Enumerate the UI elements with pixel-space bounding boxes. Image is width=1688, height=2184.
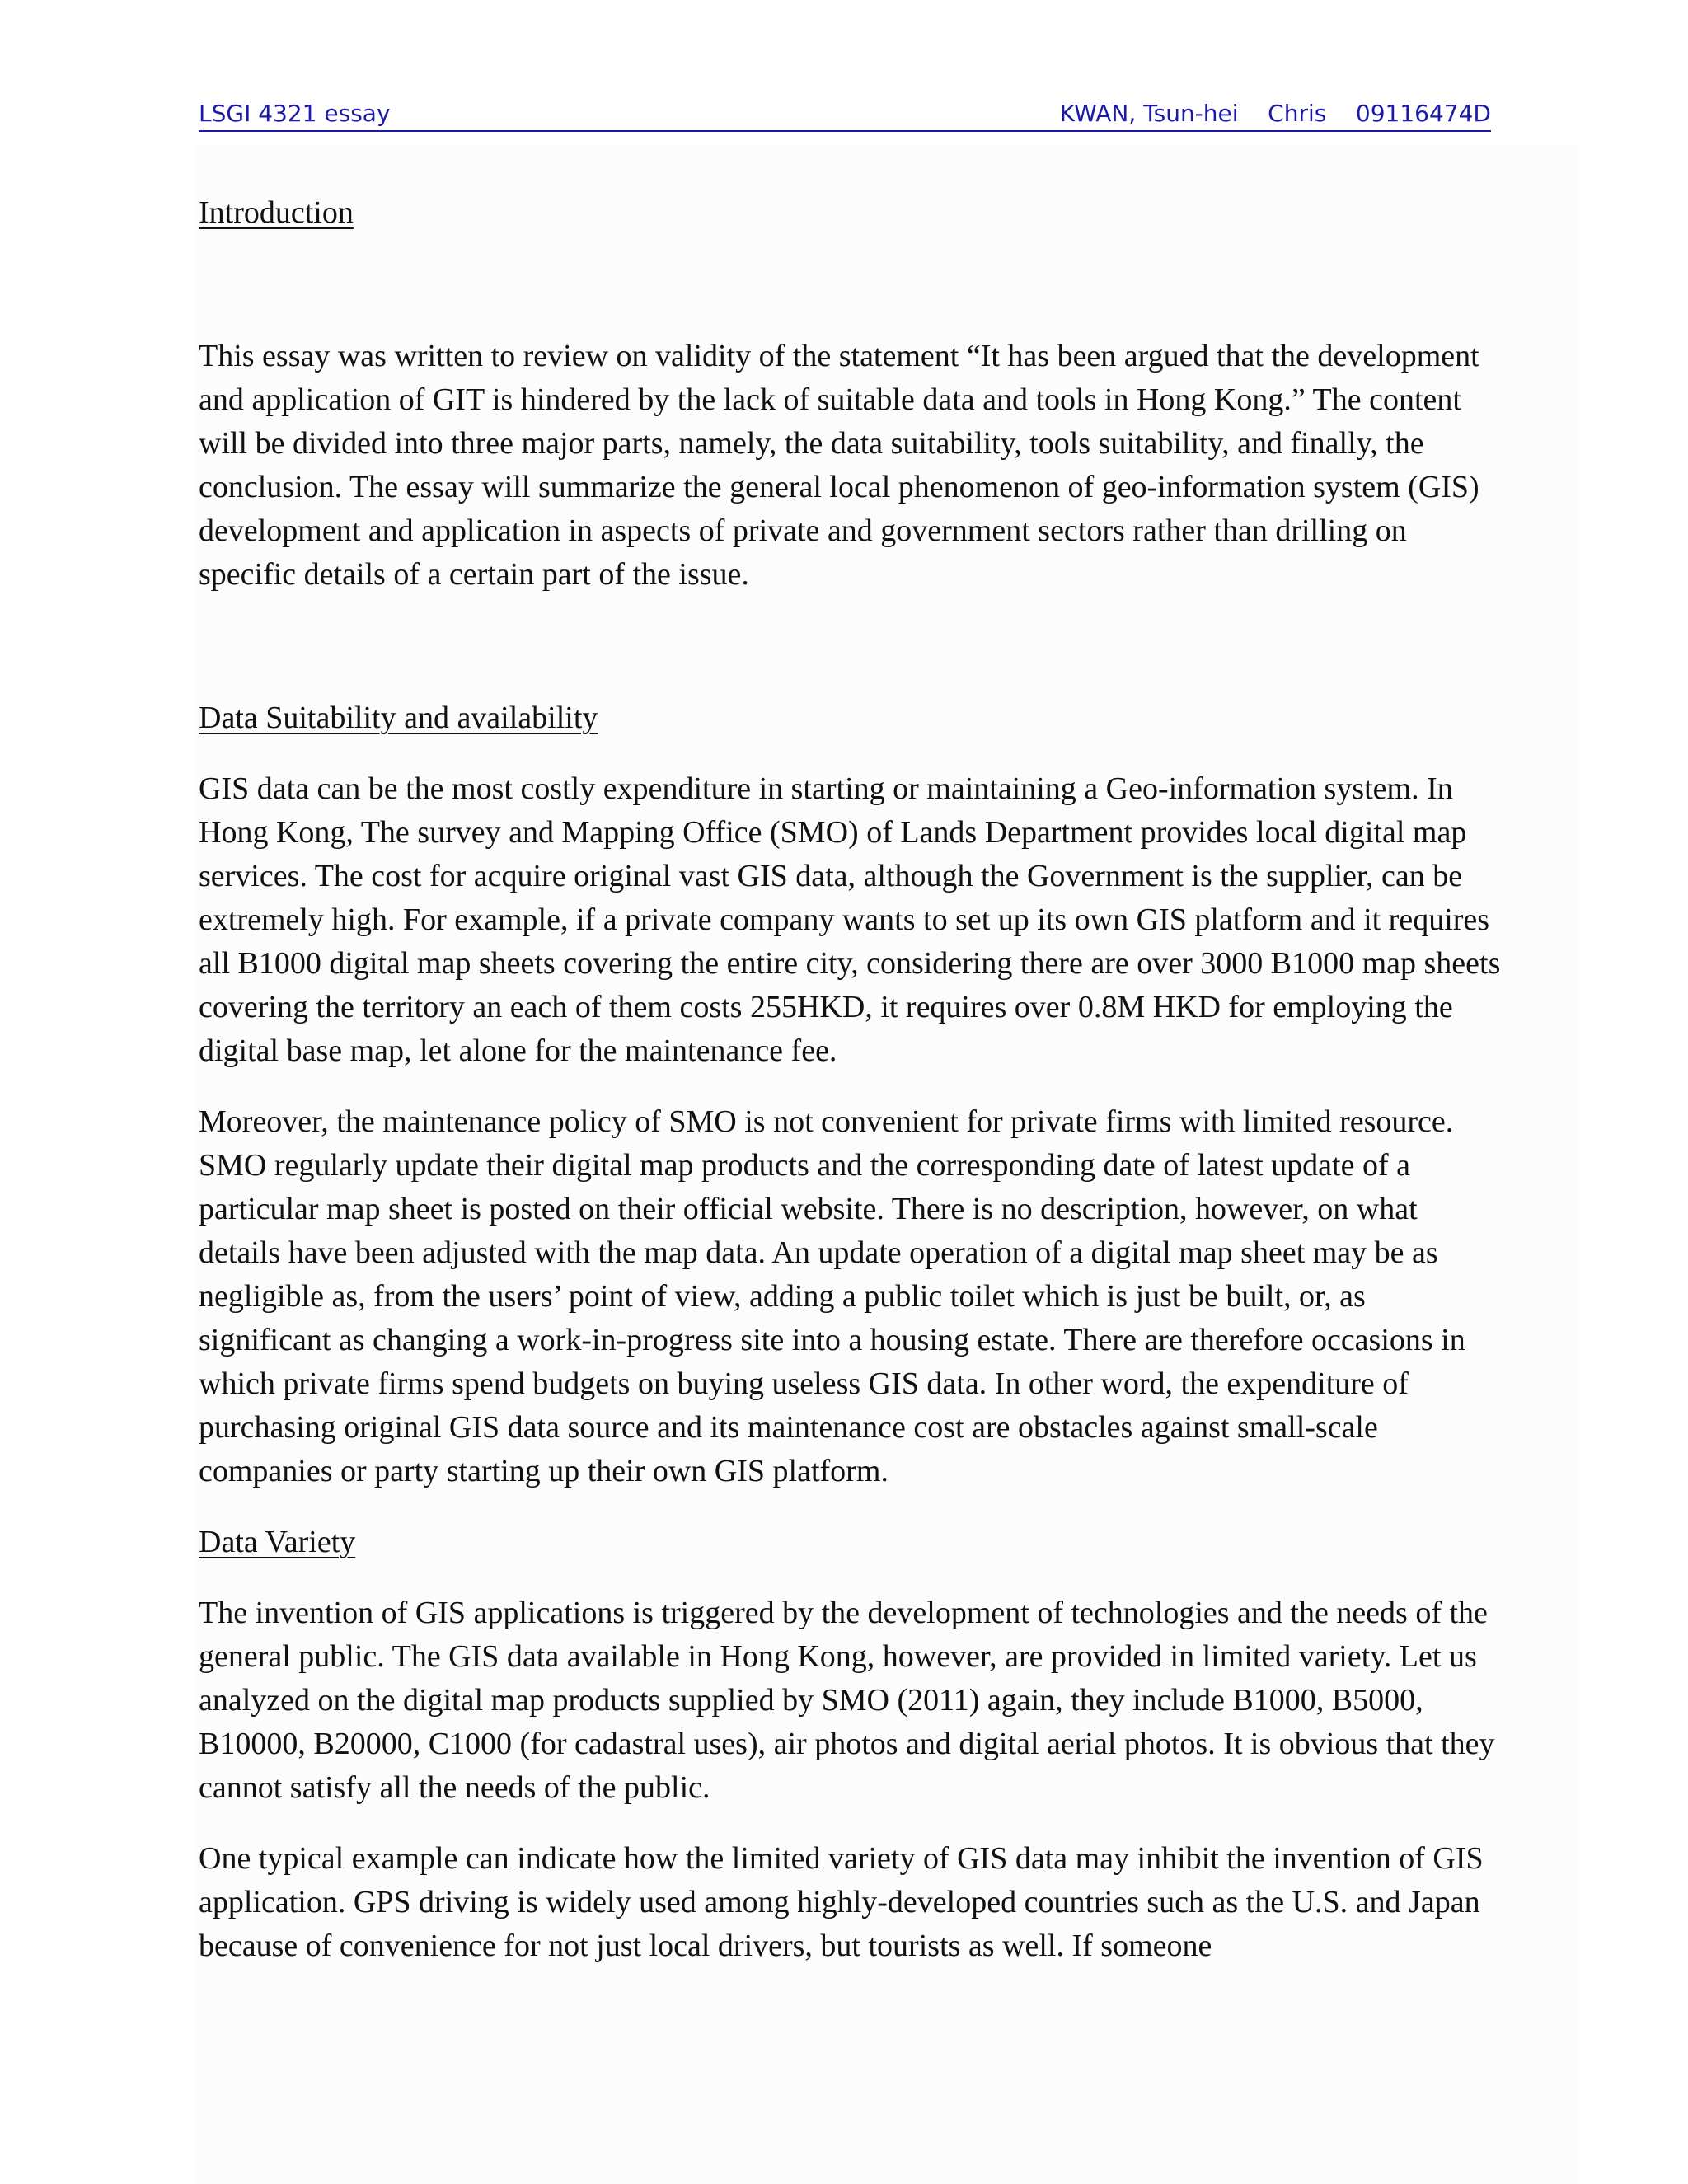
header-course-title: LSGI 4321 essay xyxy=(199,100,391,127)
data-suitability-heading: Data Suitability and availability xyxy=(199,701,598,735)
header-author-info: KWAN, Tsun-hei Chris 09116474D xyxy=(1059,100,1491,127)
data-suitability-paragraph-2: Moreover, the maintenance policy of SMO is not convenient for private firms with limited resource. SMO regularly update their digital map products and the corresponding date of latest update of a particular map sheet is posted on their official website. There is no description, however, on what details have been adjusted with the map data. An update operation of a digital map sheet may be as negligible as, from the users’ point of view, adding a public toilet which is just be built, or, as significant as changing a work-in-progress site into a housing estate. There are therefore occasions in which private firms spend budgets on buying useless GIS data. In other word, the expenditure of purchasing original GIS data source and its maintenance cost are obstacles against small-scale companies or party starting up their own GIS platform. xyxy=(199,1104,1465,1488)
page-header xyxy=(199,97,1491,132)
data-variety-paragraph-2: One typical example can indicate how the limited variety of GIS data may inhibit the invention of GIS application. GPS driving is widely used among highly-developed countries such as the U.S. and Japan because of convenience for not just local drivers, but tourists as well. If someone xyxy=(199,1841,1484,1963)
introduction-paragraph: This essay was written to review on validity of the statement “It has been argued that the development and application of GIT is hindered by the lack of suitable data and tools in Hong Kong.” The content will be divided into three major parts, namely, the data suitability, tools suitability, and finally, the conclusion. The essay will summarize the general local phenomenon of geo-information system (GIS) development and application in aspects of private and government sectors rather than drilling on specific details of a certain part of the issue. xyxy=(199,339,1479,592)
data-suitability-paragraph-1: GIS data can be the most costly expenditure in starting or maintaining a Geo-information system. In Hong Kong, The survey and Mapping Office (SMO) of Lands Department provides local digital map services. The cost for acquire original vast GIS data, although the Government is the supplier, can be extremely high. For example, if a private company wants to set up its own GIS platform and it requires all B1000 digital map sheets covering the entire city, considering there are over 3000 B1000 map sheets covering the territory an each of them costs 255HKD, it requires over 0.8M HKD for employing the digital base map, let alone for the maintenance fee. xyxy=(199,771,1501,1068)
data-variety-heading: Data Variety xyxy=(199,1525,356,1559)
essay-body xyxy=(199,191,1501,1968)
data-variety-paragraph-1: The invention of GIS applications is triggered by the development of technologies and the needs of the general public. The GIS data available in Hong Kong, however, are provided in limited variety. Let us analyzed on the digital map products supplied by SMO (2011) again, they include B1000, B5000, B10000, B20000, C1000 (for cadastral uses), air photos and digital aerial photos. It is obvious that they cannot satisfy all the needs of the public. xyxy=(199,1596,1495,1805)
introduction-heading: Introduction xyxy=(199,195,354,230)
